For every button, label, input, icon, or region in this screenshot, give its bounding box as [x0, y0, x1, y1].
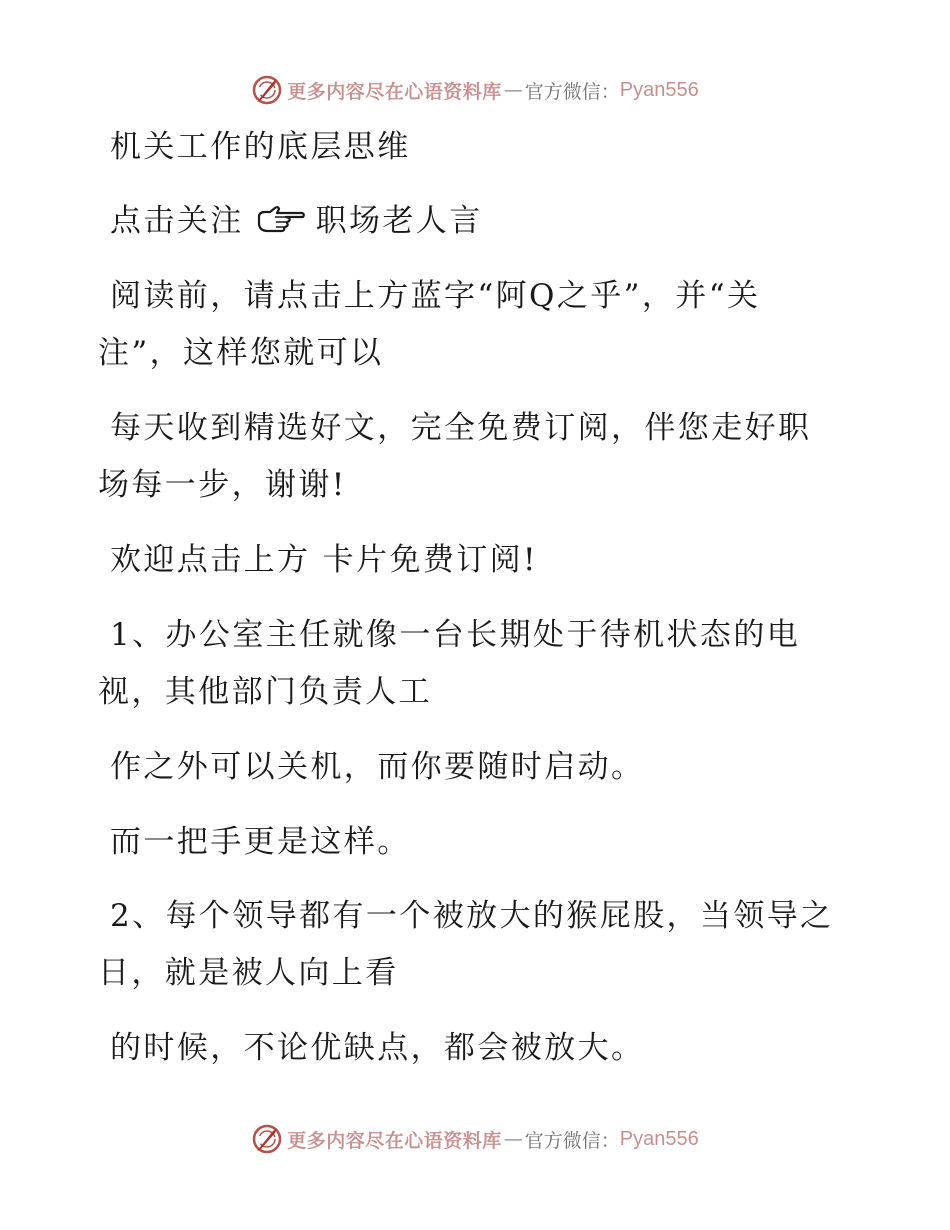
paragraph-line: 而一把手更是这样。	[110, 824, 411, 860]
banner-promo-text: 更多内容尽在心语资料库	[287, 1129, 502, 1152]
paragraph-line: 的时候，不论优缺点，都会被放大。	[110, 1030, 645, 1066]
banner-promo-text: 更多内容尽在心语资料库	[287, 80, 502, 103]
document-title: 机关工作的底层思维	[110, 129, 411, 165]
quill-logo-icon	[251, 74, 283, 106]
paragraph-line: 阅读前，请点击上方蓝字“阿Q之乎”，并“关	[110, 278, 761, 314]
banner-dash: —	[503, 79, 523, 101]
banner-wechat-label: 官方微信：	[524, 1129, 620, 1152]
banner-wechat-label: 官方微信：	[524, 80, 620, 103]
follow-line	[110, 201, 483, 241]
banner-wechat-id: Pyan556	[619, 1127, 699, 1150]
paragraph-line: 日，就是被人向上看	[98, 955, 399, 991]
paragraph-line: 注”，这样您就可以	[98, 335, 384, 371]
paragraph-line: 欢迎点击上方 卡片免费订阅!	[110, 542, 538, 578]
paragraph-line: 每天收到精选好文，完全免费订阅，伴您走好职	[110, 410, 812, 446]
quill-logo-icon	[251, 1123, 283, 1155]
paragraph-line: 视，其他部门负责人工	[98, 674, 432, 710]
follow-prefix: 点击关注	[110, 203, 244, 239]
banner-dash: —	[503, 1128, 523, 1150]
pointing-hand-icon	[256, 205, 306, 235]
paragraph-line: 作之外可以关机，而你要随时启动。	[110, 749, 645, 785]
header-banner	[0, 70, 950, 110]
banner-wechat-id: Pyan556	[619, 78, 699, 101]
footer-banner	[0, 1119, 950, 1159]
follow-account: 职场老人言	[315, 203, 483, 239]
paragraph-line: 1、办公室主任就像一台长期处于待机状态的电	[110, 617, 801, 653]
paragraph-line: 场每一步，谢谢!	[98, 467, 347, 503]
paragraph-line: 2、每个领导都有一个被放大的猴屁股，当领导之	[110, 898, 834, 934]
